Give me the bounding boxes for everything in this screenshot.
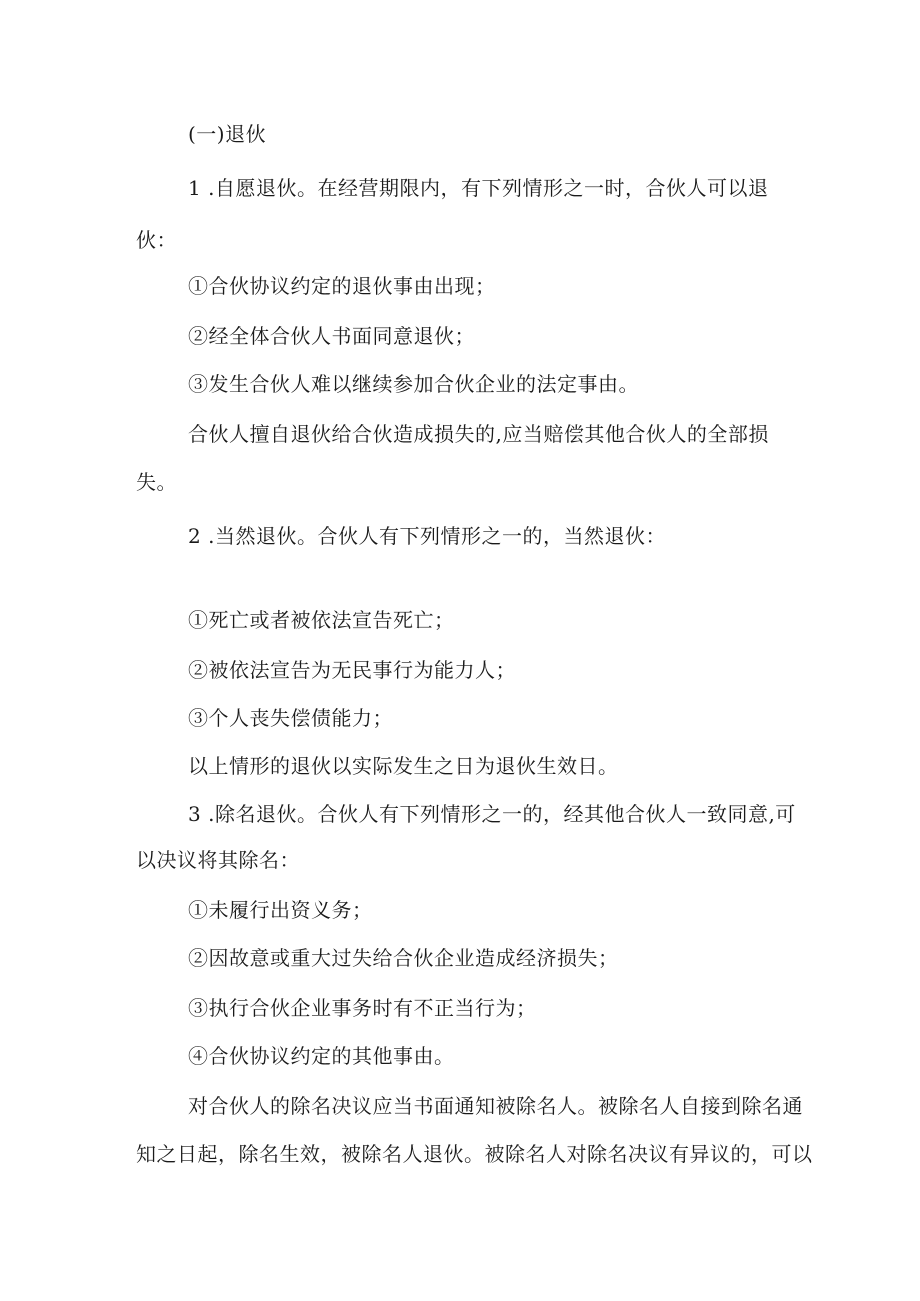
- expulsion-paragraph-line-2: 以决议将其除名：: [136, 848, 300, 872]
- list-item: ②经全体合伙人书面同意退伙；: [188, 324, 475, 348]
- list-item: ④合伙协议约定的其他事由。: [188, 1044, 455, 1068]
- automatic-withdrawal-paragraph: 2 .当然退伙。合伙人有下列情形之一的，当然退伙：: [188, 524, 666, 548]
- list-item: ③执行合伙企业事务时有不正当行为；: [188, 996, 537, 1020]
- section-heading: (一)退伙: [188, 122, 267, 146]
- list-item: ①合伙协议约定的退伙事由出现；: [188, 274, 496, 298]
- list-item: ②被依法宣告为无民事行为能力人；: [188, 658, 516, 682]
- list-item: ①死亡或者被依法宣告死亡；: [188, 608, 455, 632]
- voluntary-withdrawal-paragraph-line-2: 伙：: [136, 228, 177, 252]
- voluntary-note-line-1: 合伙人擅自退伙给合伙造成损失的,应当赔偿其他合伙人的全部损: [188, 422, 769, 446]
- expulsion-paragraph-line-1: 3 .除名退伙。合伙人有下列情形之一的，经其他合伙人一致同意,可: [188, 802, 796, 826]
- list-item: ②因故意或重大过失给合伙企业造成经济损失；: [188, 946, 619, 970]
- expulsion-note-line-2: 知之日起，除名生效，被除名人退伙。被除名人对除名决议有异议的，可以: [136, 1142, 813, 1166]
- list-item: ③发生合伙人难以继续参加合伙企业的法定事由。: [188, 372, 639, 396]
- voluntary-withdrawal-paragraph-line-1: 1 .自愿退伙。在经营期限内，有下列情形之一时，合伙人可以退: [188, 176, 769, 200]
- list-item: ③个人丧失偿债能力；: [188, 706, 393, 730]
- automatic-note: 以上情形的退伙以实际发生之日为退伙生效日。: [188, 754, 619, 778]
- list-item: ①未履行出资义务；: [188, 898, 373, 922]
- voluntary-note-line-2: 失。: [136, 470, 177, 494]
- expulsion-note-line-1: 对合伙人的除名决议应当书面通知被除名人。被除名人自接到除名通: [188, 1094, 803, 1118]
